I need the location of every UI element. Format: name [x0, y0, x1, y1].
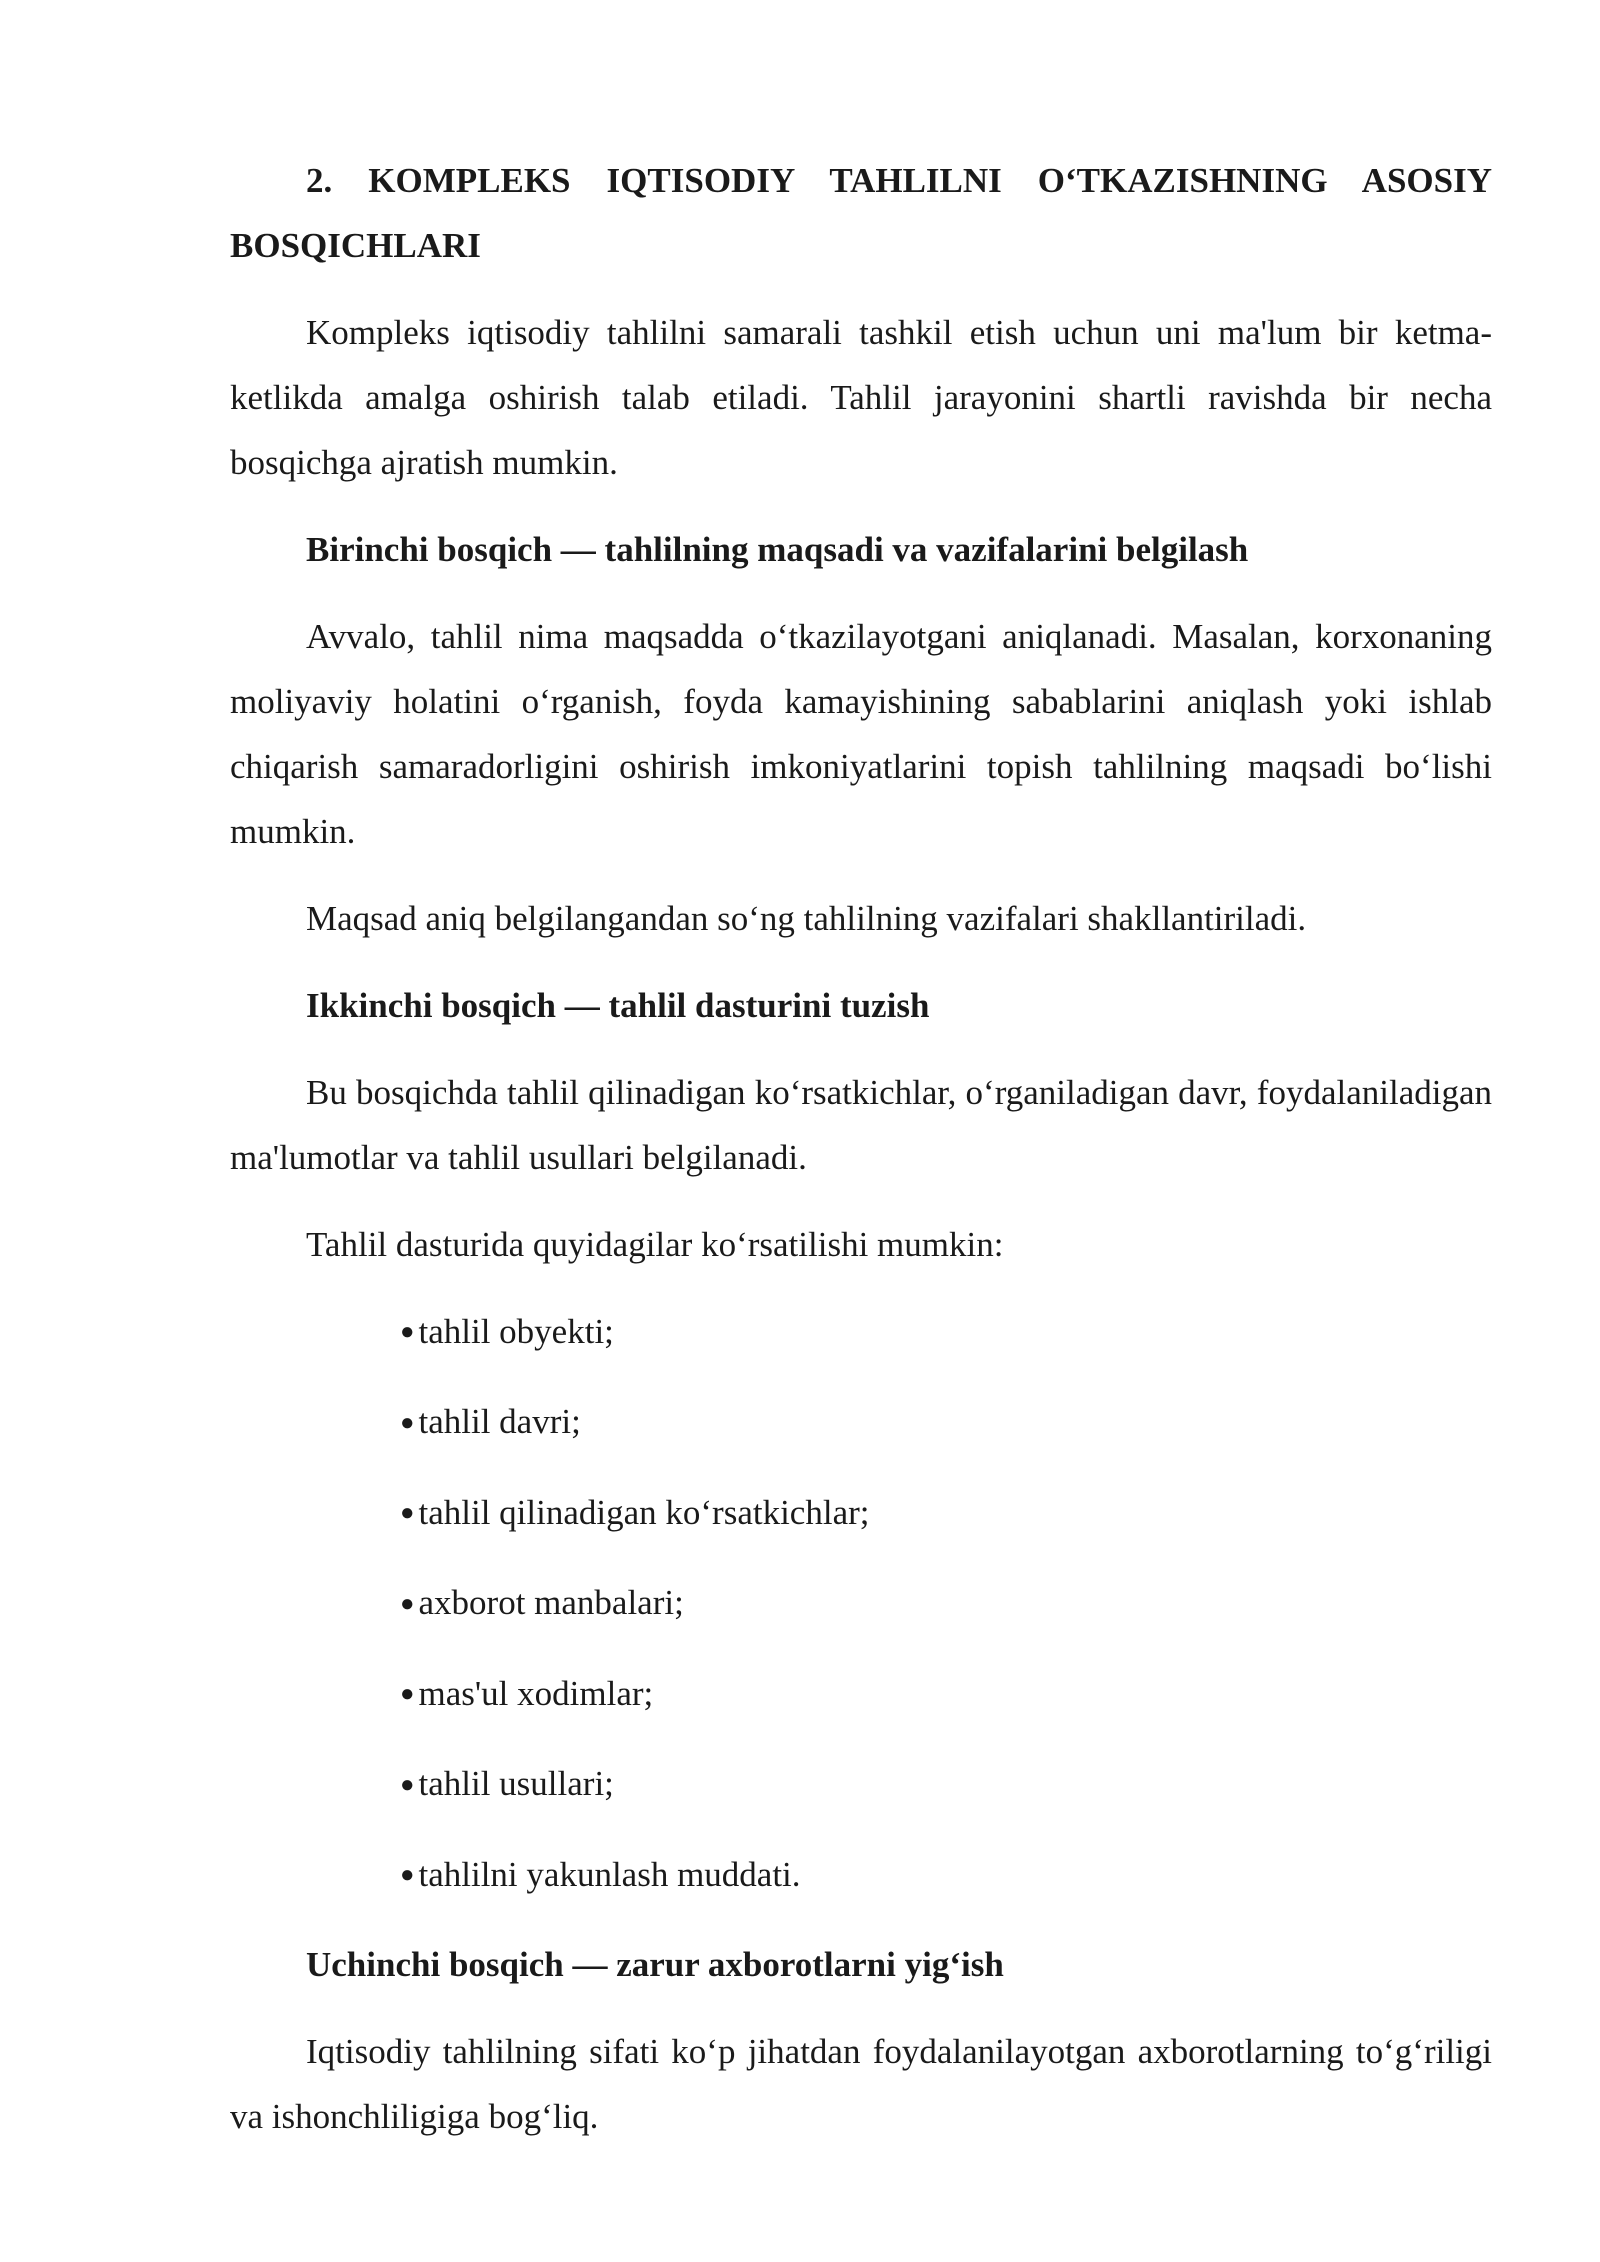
list-item: ● axborot manbalari; — [400, 1570, 1492, 1638]
bullet-icon: ● — [400, 1681, 415, 1708]
stage-1-title: Birinchi bosqich — tahlilning maqsadi va vazifalarini belgilash — [306, 530, 1249, 569]
stage-3-title: Uchinchi bosqich — zarur axborotlarni yig‘ish — [306, 1945, 1004, 1985]
bullet-icon: ● — [400, 1319, 415, 1346]
list-item: ● tahlil usullari; — [400, 1751, 1492, 1819]
document-page — [230, 148, 1492, 2171]
stage-2-title: Ikkinchi bosqich — tahlil dasturini tuzish — [306, 986, 930, 1025]
stage-3-paragraph-1: Iqtisodiy tahlilning sifati ko‘p jihatdan foydalanilayotgan axborotlarning to‘g‘riligi va ishonchliligiga bog‘liq. — [230, 2032, 1492, 2137]
stage-1-paragraph-2: Maqsad aniq belgilangandan so‘ng tahlilning vazifalari shakllantiriladi. — [306, 899, 1307, 938]
list-item: ● mas'ul xodimlar; — [400, 1661, 1492, 1729]
bullet-icon: ● — [400, 1500, 415, 1527]
bullet-icon: ● — [400, 1862, 415, 1889]
list-item: ● tahlil obyekti; — [400, 1299, 1492, 1367]
program-items-list — [230, 1299, 1492, 1910]
intro-paragraph: Kompleks iqtisodiy tahlilni samarali tashkil etish uchun uni ma'lum bir ketma-ketlikda amalga oshirish talab etiladi. Tahlil jarayonini shartli ravishda bir necha bosqichga ajratish mumkin. — [230, 313, 1492, 482]
list-item: ● tahlil davri; — [400, 1389, 1492, 1457]
bullet-icon: ● — [400, 1590, 415, 1617]
stage-1-paragraph-1: Avvalo, tahlil nima maqsadda o‘tkazilayotgani aniqlanadi. Masalan, korxonaning moliyaviy holatini o‘rganish, foyda kamayishining sabablarini aniqlash yoki ishlab chiqarish samaradorligini oshirish imkoniyatlarini topish tahlilning maqsadi bo‘lishi mumkin. — [230, 617, 1492, 851]
section-heading: 2. KOMPLEKS IQTISODIY TAHLILNI O‘TKAZISHNING ASOSIY BOSQICHLARI — [230, 161, 1492, 265]
stage-2-paragraph-2: Tahlil dasturida quyidagilar ko‘rsatilishi mumkin: — [306, 1225, 1004, 1264]
bullet-icon: ● — [400, 1771, 415, 1798]
bullet-icon: ● — [400, 1409, 415, 1436]
list-item: ● tahlilni yakunlash muddati. — [400, 1842, 1492, 1910]
stage-2-paragraph-1: Bu bosqichda tahlil qilinadigan ko‘rsatkichlar, o‘rganiladigan davr, foydalaniladigan ma'lumotlar va tahlil usullari belgilanadi. — [230, 1073, 1492, 1177]
list-item: ● tahlil qilinadigan ko‘rsatkichlar; — [400, 1480, 1492, 1548]
